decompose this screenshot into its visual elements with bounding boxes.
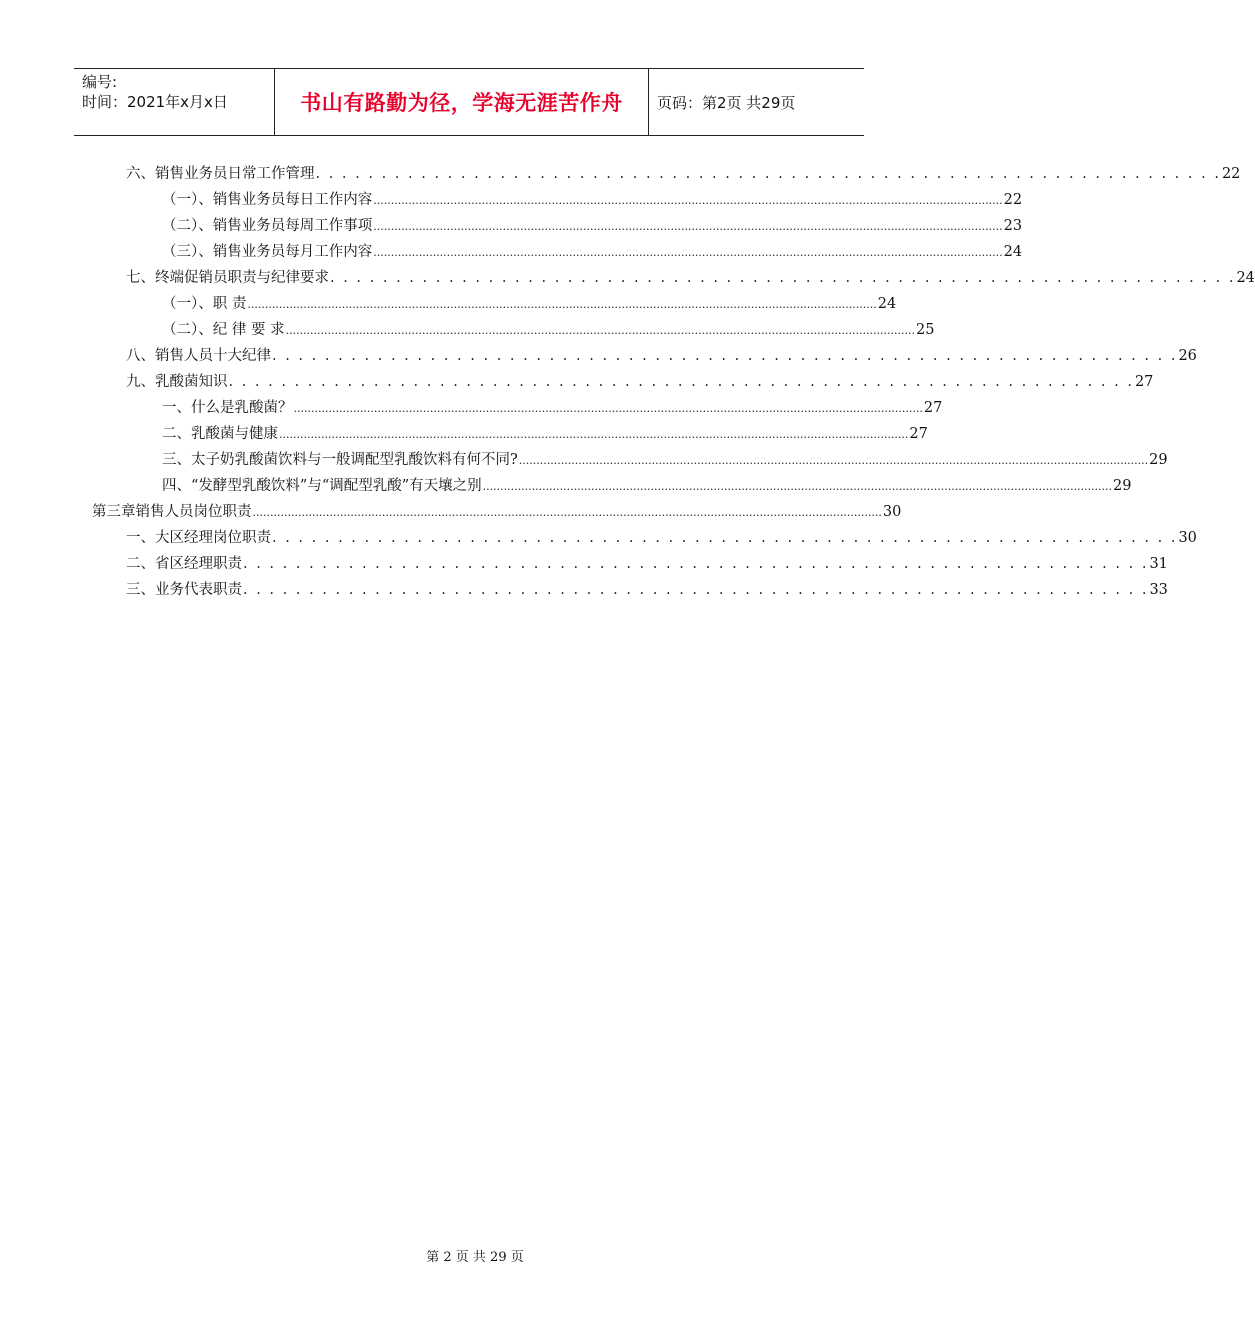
toc-entry-title: 三、太子奶乳酸菌饮料与一般调配型乳酸饮料有何不同? bbox=[162, 452, 518, 468]
toc-entry-page: 27 bbox=[1134, 374, 1154, 390]
toc-leader: .................................................................................................................................................................................... bbox=[373, 194, 1003, 207]
toc-entry[interactable] bbox=[162, 320, 935, 340]
toc-entry-page: 24 bbox=[1236, 270, 1255, 286]
toc-entry-page: 29 bbox=[1149, 452, 1168, 468]
toc-entry-page: 22 bbox=[1003, 192, 1023, 208]
toc-leader: . . . . . . . . . . . . . . . . . . . . . . . . . . . . . . . . . . . . . . . . . . . . . . . . . . . . . . . . . . . . . . . . . . . . . bbox=[272, 348, 1178, 364]
toc-entry-title: 三、业务代表职责 bbox=[126, 582, 242, 598]
toc-entry-page: 29 bbox=[1113, 478, 1132, 494]
toc-leader: .................................................................................................................................................................................... bbox=[373, 246, 1003, 259]
toc-entry[interactable] bbox=[126, 580, 1168, 600]
toc-leader: . . . . . . . . . . . . . . . . . . . . . . . . . . . . . . . . . . . . . . . . . . . . . . . . . . . . . . . . . . . . . . . . . . . . . bbox=[315, 166, 1221, 182]
toc-entry-page: 31 bbox=[1149, 556, 1168, 572]
toc-entry[interactable] bbox=[126, 268, 1255, 288]
page-header bbox=[74, 68, 864, 136]
toc-leader: .................................................................................................................................................................................... bbox=[373, 220, 1003, 233]
toc-leader: . . . . . . . . . . . . . . . . . . . . . . . . . . . . . . . . . . . . . . . . . . . . . . . . . . . . . . . . . . . . . . . . . . . . . bbox=[243, 582, 1149, 598]
toc-entry[interactable] bbox=[126, 164, 1241, 184]
toc-entry-title: 六、销售业务员日常工作管理 bbox=[126, 166, 315, 182]
toc-leader: .................................................................................................................................................................................... bbox=[285, 324, 915, 337]
toc-entry[interactable] bbox=[126, 554, 1168, 574]
toc-entry[interactable] bbox=[162, 424, 928, 444]
header-motto: 书山有路勤为径，学海无涯苦作舟 bbox=[275, 69, 649, 135]
toc-leader: . . . . . . . . . . . . . . . . . . . . . . . . . . . . . . . . . . . . . . . . . . . . . . . . . . . . . . . . . . . . . . . . . . . . . bbox=[243, 556, 1149, 572]
toc-entry[interactable] bbox=[126, 528, 1197, 548]
toc-entry[interactable] bbox=[126, 372, 1154, 392]
toc-leader: .................................................................................................................................................................................... bbox=[518, 454, 1149, 467]
toc-entry-title: （二）、销售业务员每周工作事项 bbox=[162, 218, 373, 234]
toc-entry[interactable] bbox=[162, 398, 943, 418]
toc-chapter-title: 销售人员岗位职责 bbox=[135, 504, 252, 520]
header-page-info: 页码：第2页 共29页 bbox=[657, 93, 796, 112]
toc-chapter-number: 第三章 bbox=[92, 504, 136, 520]
toc-entry-page: 30 bbox=[1178, 530, 1197, 546]
toc-entry-title: 一、大区经理岗位职责 bbox=[126, 530, 271, 546]
toc-entry[interactable] bbox=[162, 450, 1168, 470]
document-time-label: 时间：2021年x月x日 bbox=[82, 93, 228, 111]
toc-entry-title: （一）、销售业务员每日工作内容 bbox=[162, 192, 373, 208]
toc-entry-page: 27 bbox=[909, 426, 928, 442]
toc-entry-title: （二）、纪 律 要 求 bbox=[162, 322, 285, 338]
toc-leader: . . . . . . . . . . . . . . . . . . . . . . . . . . . . . . . . . . . . . . . . . . . . . . . . . . . . . . . . . . . . . . . . . . . . . bbox=[330, 270, 1236, 286]
toc-entry-title: 四、“发酵型乳酸饮料”与“调配型乳酸”有天壤之别 bbox=[162, 478, 482, 494]
toc-leader: .................................................................................................................................................................................... bbox=[279, 428, 909, 441]
toc-entry-page: 27 bbox=[923, 400, 943, 416]
page-footer: 第 2 页 共 29 页 bbox=[426, 1250, 524, 1265]
toc-entry-page: 25 bbox=[915, 322, 935, 338]
toc-entry[interactable] bbox=[162, 476, 1132, 496]
toc-leader: . . . . . . . . . . . . . . . . . . . . . . . . . . . . . . . . . . . . . . . . . . . . . . . . . . . . . . . . . . . . . . . . . . . . . bbox=[228, 374, 1134, 390]
toc-entry[interactable] bbox=[162, 190, 1023, 210]
toc-leader: .................................................................................................................................................................................... bbox=[247, 298, 877, 311]
toc-entry-page: 22 bbox=[1221, 166, 1241, 182]
toc-entry-title: 九、乳酸菌知识 bbox=[126, 374, 228, 390]
toc-entry-title: （一）、职 责 bbox=[162, 296, 247, 312]
toc-leader: .................................................................................................................................................................................... bbox=[293, 402, 923, 415]
toc-chapter-entry[interactable] bbox=[92, 502, 902, 522]
toc-entry[interactable] bbox=[162, 216, 1023, 236]
toc-entry-title: （三）、销售业务员每月工作内容 bbox=[162, 244, 373, 260]
toc-entry-title: 七、终端促销员职责与纪律要求 bbox=[126, 270, 329, 286]
toc-leader: . . . . . . . . . . . . . . . . . . . . . . . . . . . . . . . . . . . . . . . . . . . . . . . . . . . . . . . . . . . . . . . . . . . . . bbox=[272, 530, 1178, 546]
toc-leader: .................................................................................................................................................................................... bbox=[482, 480, 1113, 493]
toc-entry-page: 26 bbox=[1178, 348, 1197, 364]
toc-entry[interactable] bbox=[162, 294, 897, 314]
toc-entry-title: 一、什么是乳酸菌？ bbox=[162, 400, 293, 416]
toc-entry-page: 30 bbox=[882, 504, 902, 520]
toc-entry-page: 24 bbox=[877, 296, 897, 312]
toc-entry-page: 23 bbox=[1003, 218, 1023, 234]
toc-entry-page: 33 bbox=[1149, 582, 1168, 598]
toc-entry-page: 24 bbox=[1003, 244, 1023, 260]
toc-entry[interactable] bbox=[162, 242, 1023, 262]
toc-entry-title: 八、销售人员十大纪律 bbox=[126, 348, 271, 364]
toc-entry-title: 二、省区经理职责 bbox=[126, 556, 242, 572]
toc-leader: .................................................................................................................................................................................... bbox=[252, 506, 882, 519]
toc-entry-title: 二、乳酸菌与健康 bbox=[162, 426, 278, 442]
header-left-cell bbox=[74, 69, 275, 135]
toc-entry[interactable] bbox=[126, 346, 1197, 366]
document-number-label: 编号: bbox=[82, 73, 118, 91]
